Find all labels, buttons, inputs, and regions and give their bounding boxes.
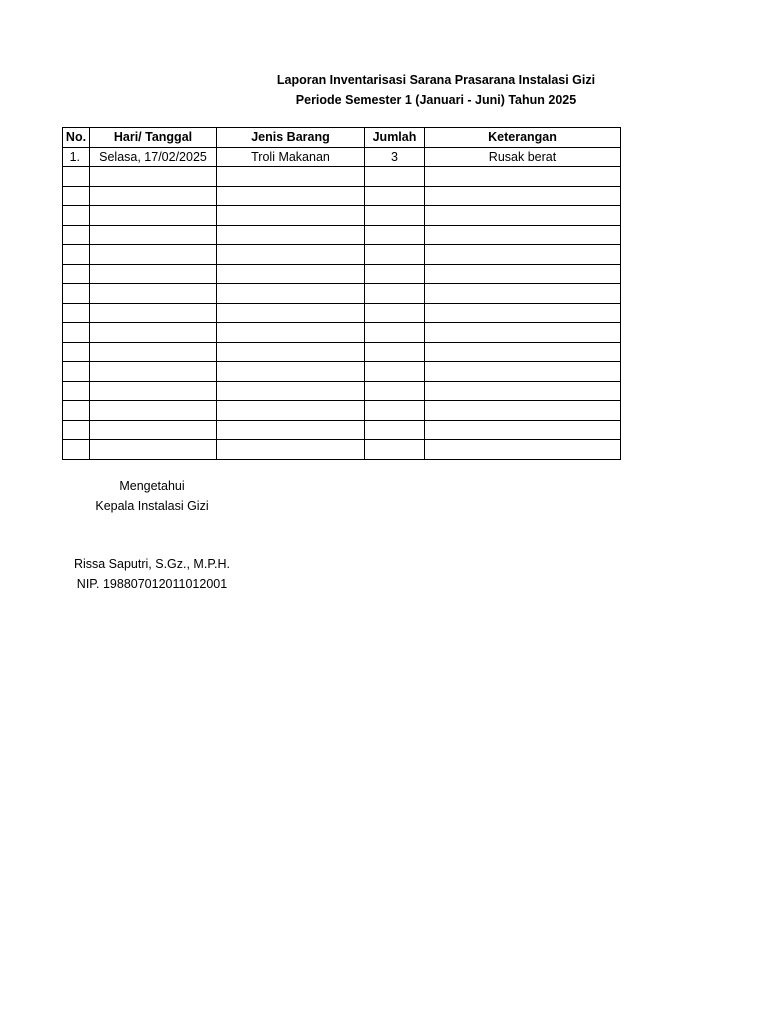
table-row bbox=[63, 284, 621, 304]
table-row bbox=[63, 225, 621, 245]
table-row bbox=[63, 186, 621, 206]
cell-quantity bbox=[365, 342, 425, 362]
cell-date bbox=[90, 323, 217, 343]
cell-no bbox=[63, 362, 90, 382]
cell-notes bbox=[425, 206, 621, 226]
cell-no bbox=[63, 381, 90, 401]
approver-nip: NIP. 198807012011012001 bbox=[76, 576, 228, 591]
cell-item-type bbox=[217, 401, 365, 421]
table-row bbox=[63, 206, 621, 226]
cell-date bbox=[90, 362, 217, 382]
cell-date bbox=[90, 264, 217, 284]
cell-item-type bbox=[217, 323, 365, 343]
cell-item-type bbox=[217, 342, 365, 362]
cell-no bbox=[63, 264, 90, 284]
header-date: Hari/ Tanggal bbox=[90, 128, 217, 148]
cell-item-type bbox=[217, 245, 365, 265]
cell-quantity bbox=[365, 206, 425, 226]
cell-no: 1. bbox=[63, 147, 90, 167]
cell-quantity bbox=[365, 381, 425, 401]
cell-no bbox=[63, 323, 90, 343]
cell-notes bbox=[425, 186, 621, 206]
cell-notes bbox=[425, 342, 621, 362]
cell-quantity bbox=[365, 245, 425, 265]
cell-no bbox=[63, 167, 90, 187]
cell-notes bbox=[425, 381, 621, 401]
table-row bbox=[63, 362, 621, 382]
table-row bbox=[63, 381, 621, 401]
table-row bbox=[63, 440, 621, 460]
cell-no bbox=[63, 342, 90, 362]
table-row bbox=[63, 245, 621, 265]
header-no: No. bbox=[63, 128, 90, 148]
cell-date bbox=[90, 225, 217, 245]
signature-block bbox=[62, 477, 242, 594]
cell-date bbox=[90, 284, 217, 304]
table-row bbox=[63, 323, 621, 343]
cell-quantity bbox=[365, 186, 425, 206]
cell-no bbox=[63, 284, 90, 304]
table-header-row bbox=[63, 128, 621, 148]
cell-no bbox=[63, 206, 90, 226]
cell-notes bbox=[425, 225, 621, 245]
cell-no bbox=[63, 401, 90, 421]
approver-position: Kepala Instalasi Gizi bbox=[95, 498, 209, 513]
approver-name: Rissa Saputri, S.Gz., M.P.H. bbox=[73, 557, 231, 571]
signature-space bbox=[62, 516, 242, 555]
cell-item-type bbox=[217, 284, 365, 304]
cell-quantity: 3 bbox=[365, 147, 425, 167]
cell-notes bbox=[425, 167, 621, 187]
cell-item-type bbox=[217, 225, 365, 245]
cell-item-type bbox=[217, 381, 365, 401]
cell-item-type bbox=[217, 206, 365, 226]
cell-quantity bbox=[365, 167, 425, 187]
report-title bbox=[240, 70, 632, 110]
cell-item-type bbox=[217, 167, 365, 187]
cell-date bbox=[90, 381, 217, 401]
table-row bbox=[63, 420, 621, 440]
cell-quantity bbox=[365, 264, 425, 284]
inventory-table bbox=[62, 127, 621, 460]
cell-no bbox=[63, 420, 90, 440]
header-notes: Keterangan bbox=[425, 128, 621, 148]
cell-item-type bbox=[217, 362, 365, 382]
header-quantity: Jumlah bbox=[365, 128, 425, 148]
table-row bbox=[63, 342, 621, 362]
cell-notes bbox=[425, 440, 621, 460]
cell-quantity bbox=[365, 440, 425, 460]
cell-notes: Rusak berat bbox=[425, 147, 621, 167]
cell-quantity bbox=[365, 401, 425, 421]
cell-date bbox=[90, 342, 217, 362]
cell-item-type bbox=[217, 264, 365, 284]
cell-quantity bbox=[365, 420, 425, 440]
header-item-type: Jenis Barang bbox=[217, 128, 365, 148]
cell-item-type bbox=[217, 186, 365, 206]
cell-date bbox=[90, 167, 217, 187]
cell-notes bbox=[425, 264, 621, 284]
cell-date bbox=[90, 401, 217, 421]
cell-no bbox=[63, 245, 90, 265]
cell-notes bbox=[425, 245, 621, 265]
table-row bbox=[63, 167, 621, 187]
cell-date bbox=[90, 440, 217, 460]
cell-notes bbox=[425, 303, 621, 323]
table-row bbox=[63, 401, 621, 421]
cell-no bbox=[63, 303, 90, 323]
cell-quantity bbox=[365, 362, 425, 382]
cell-item-type: Troli Makanan bbox=[217, 147, 365, 167]
cell-notes bbox=[425, 362, 621, 382]
cell-quantity bbox=[365, 323, 425, 343]
report-title-line-1: Laporan Inventarisasi Sarana Prasarana Instalasi Gizi bbox=[276, 73, 596, 87]
cell-date bbox=[90, 245, 217, 265]
cell-notes bbox=[425, 284, 621, 304]
approval-label: Mengetahui bbox=[119, 479, 185, 493]
cell-item-type bbox=[217, 303, 365, 323]
cell-date: Selasa, 17/02/2025 bbox=[90, 147, 217, 167]
cell-date bbox=[90, 206, 217, 226]
cell-notes bbox=[425, 401, 621, 421]
table-row bbox=[63, 264, 621, 284]
table-body bbox=[63, 147, 621, 459]
cell-date bbox=[90, 420, 217, 440]
cell-no bbox=[63, 225, 90, 245]
report-period-line: Periode Semester 1 (Januari - Juni) Tahun 2025 bbox=[295, 93, 577, 107]
cell-quantity bbox=[365, 284, 425, 304]
cell-item-type bbox=[217, 420, 365, 440]
cell-date bbox=[90, 186, 217, 206]
cell-no bbox=[63, 440, 90, 460]
table-row bbox=[63, 303, 621, 323]
cell-notes bbox=[425, 323, 621, 343]
cell-no bbox=[63, 186, 90, 206]
cell-quantity bbox=[365, 225, 425, 245]
cell-quantity bbox=[365, 303, 425, 323]
cell-date bbox=[90, 303, 217, 323]
cell-notes bbox=[425, 420, 621, 440]
cell-item-type bbox=[217, 440, 365, 460]
table-row bbox=[63, 147, 621, 167]
